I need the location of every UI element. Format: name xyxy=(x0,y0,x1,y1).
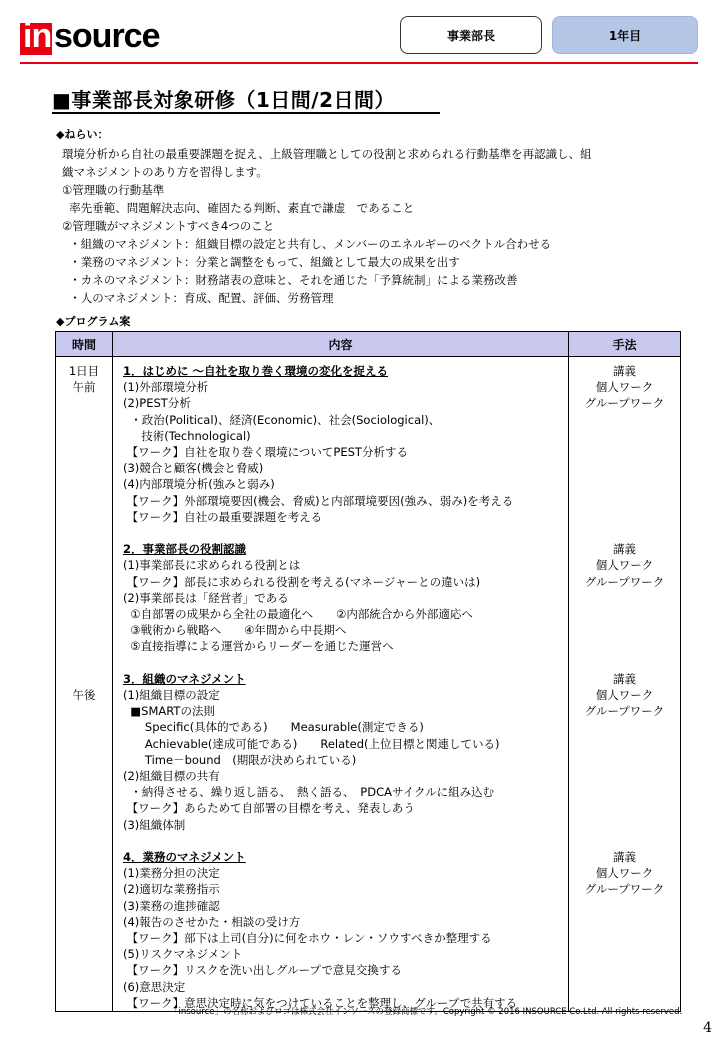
section-spacer xyxy=(123,655,568,671)
aims-line: ・業務のマネジメント：分業と調整をもって、組織として最大の成果を出す xyxy=(62,255,460,269)
table-header-row xyxy=(56,332,681,357)
content-line: 技術(Technological) xyxy=(123,428,251,443)
content-line: ・政治(Political)、経済(Economic)、社会(Sociological)、 xyxy=(123,412,441,427)
method-item: グループワーク xyxy=(584,882,665,897)
aims-body xyxy=(62,145,662,307)
method-item: グループワーク xyxy=(584,396,665,411)
method-item: 個人ワーク xyxy=(595,866,654,881)
page-number: 4 xyxy=(703,1020,712,1036)
time-am: 午前 xyxy=(72,380,96,394)
content-line: ■SMARTの法則 xyxy=(123,704,215,719)
content-line: 【ワーク】外部環境要因(機会、脅威)と内部環境要因(強み、弱み)を考える xyxy=(123,493,514,508)
content-line: (5)リスクマネジメント xyxy=(123,947,243,962)
content-line: ⑤直接指導による運営からリーダーを通じた運営へ xyxy=(123,639,394,654)
method-item: 講義 xyxy=(613,850,636,864)
content-line: (1)外部環境分析 xyxy=(123,380,209,395)
section-spacer xyxy=(123,833,568,849)
logo-text-source: source xyxy=(54,17,160,55)
program-heading: ◆プログラム案 xyxy=(56,315,131,328)
insource-logo xyxy=(20,16,160,60)
time-pm: 午後 xyxy=(72,688,96,702)
method-item: 講義 xyxy=(613,542,636,557)
content-line: Time－bound (期限が決められている) xyxy=(123,752,357,767)
method-item: グループワーク xyxy=(584,704,665,719)
aims-line: 環境分析から自社の最重要課題を捉え、上級管理職としての役割と求められる行動基準を再認識し、組 xyxy=(62,147,592,161)
column-header-method: 手法 xyxy=(569,332,681,357)
section-heading: 3．組織のマネジメント xyxy=(123,671,246,686)
content-line: (1)組織目標の設定 xyxy=(123,688,220,703)
time-cell xyxy=(56,357,113,1012)
title-underline xyxy=(52,112,440,114)
content-line: Achievable(達成可能である) Related(上位目標と関連している) xyxy=(123,736,500,751)
method-item: グループワーク xyxy=(584,574,665,589)
content-line: (3)業務の進捗確認 xyxy=(123,898,220,913)
method-cell xyxy=(569,357,681,1012)
content-line: ・納得させる、繰り返し語る、 熱く語る、 PDCAサイクルに組み込む xyxy=(123,785,495,800)
content-line: 【ワーク】自社を取り巻く環境についてPEST分析する xyxy=(123,445,408,460)
method-item: 個人ワーク xyxy=(595,558,654,573)
content-line: 【ワーク】あらためて自部署の目標を考え、発表しあう xyxy=(123,801,415,816)
program-table xyxy=(55,331,681,1012)
header-divider xyxy=(20,62,698,64)
content-cell xyxy=(113,357,569,1012)
content-line: (1)事業部長に求められる役割とは xyxy=(123,558,301,573)
page-title: ■事業部長対象研修（1日間/2日間） xyxy=(52,88,396,112)
content-line: 【ワーク】リスクを洗い出しグループで意見交換する xyxy=(123,963,402,978)
aims-heading: ◆ねらい： xyxy=(56,128,109,141)
section-spacer xyxy=(123,525,568,541)
content-line: 【ワーク】部長に求められる役割を考える(マネージャーとの違いは) xyxy=(123,574,481,589)
content-line: (2)組織目標の共有 xyxy=(123,769,220,784)
content-line: 【ワーク】意思決定時に気をつけていることを整理し、グループで共有する xyxy=(123,995,518,1010)
aims-line: 率先垂範、問題解決志向、確固たる判断、素直で謙虚 であること xyxy=(62,201,415,215)
method-item: 講義 xyxy=(613,364,636,378)
logo-text-in: in xyxy=(23,17,52,55)
content-line: (4)報告のさせかた・相談の受け方 xyxy=(123,914,301,929)
content-line: (2)適切な業務指示 xyxy=(123,882,220,897)
content-line: (2)PEST分析 xyxy=(123,396,191,411)
department-tag: 事業部長 xyxy=(400,16,542,54)
content-line: ①自部署の成果から全社の最適化へ ②内部統合から外部適応へ xyxy=(123,607,473,622)
aims-line: 織マネジメントのあり方を習得します。 xyxy=(62,165,268,179)
content-line: Specific(具体的である) Measurable(測定できる) xyxy=(123,720,424,735)
section-heading: 2．事業部長の役割認識 xyxy=(123,542,247,557)
content-line: (6)意思決定 xyxy=(123,979,186,994)
time-day1: 1日目 xyxy=(68,364,100,378)
copyright-footer: 「insource」の名称およびロゴは株式会社インソースの登録商標です。Copyright © 2016 INSOURCE Co.Ltd. All rights reserved. xyxy=(170,1007,683,1017)
aims-line: ・組織のマネジメント：組織目標の設定と共有し、メンバーのエネルギーのベクトル合わせる xyxy=(62,237,552,251)
table-row xyxy=(56,357,681,1012)
column-header-time: 時間 xyxy=(56,332,113,357)
section-heading: 1．はじめに ～自社を取り巻く環境の変化を捉える xyxy=(123,364,389,378)
aims-line: ・人のマネジメント：育成、配置、評価、労務管理 xyxy=(62,291,334,305)
section-heading: 4．業務のマネジメント xyxy=(123,850,246,865)
content-line: 【ワーク】部下は上司(自分)に何をホウ・レン・ソウすべきか整理する xyxy=(123,931,492,946)
method-item: 個人ワーク xyxy=(595,688,654,702)
column-header-content: 内容 xyxy=(113,332,569,357)
content-line: (1)業務分担の決定 xyxy=(123,866,220,881)
aims-line: ②管理職がマネジメントすべき4つのこと xyxy=(62,219,275,233)
aims-line: ・カネのマネジメント：財務諸表の意味と、それを通じた「予算統制」による業務改善 xyxy=(62,273,518,287)
content-line: (3)組織体制 xyxy=(123,817,186,832)
content-line: (3)競合と顧客(機会と脅威) xyxy=(123,461,264,476)
content-line: (4)内部環境分析(強みと弱み) xyxy=(123,477,275,492)
content-line: 【ワーク】自社の最重要課題を考える xyxy=(123,509,323,524)
year-tag: 1年目 xyxy=(552,16,698,54)
content-line: (2)事業部長は「経営者」である xyxy=(123,590,289,605)
aims-line: ①管理職の行動基準 xyxy=(62,183,165,197)
method-item: 講義 xyxy=(613,671,636,686)
method-item: 個人ワーク xyxy=(595,380,654,395)
content-line: ③戦術から戦略へ ④年間から中長期へ xyxy=(123,623,347,638)
